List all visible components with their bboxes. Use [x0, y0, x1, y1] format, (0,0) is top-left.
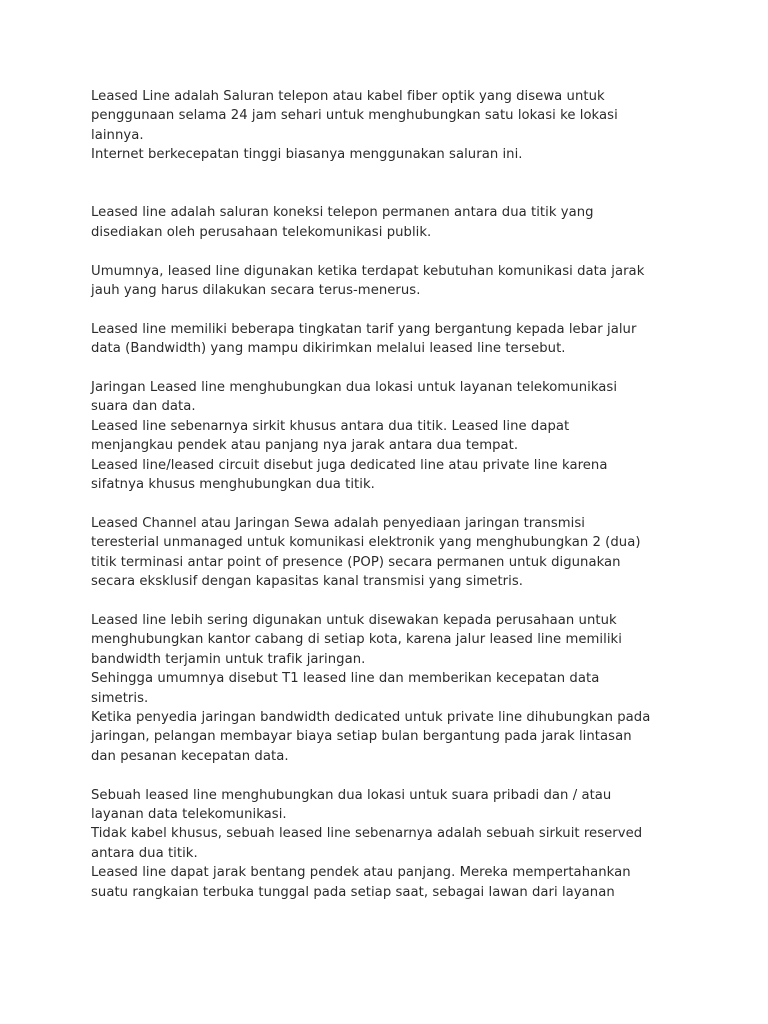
text-line: secara eksklusif dengan kapasitas kanal transmisi yang simetris. — [91, 574, 524, 590]
text-line: antara dua titik. — [91, 845, 198, 861]
text-line: Leased Line adalah Saluran telepon atau kabel fiber optik yang disewa untuk — [91, 89, 605, 104]
text-line: Leased line/leased circuit disebut juga dedicated line atau private line karena — [91, 457, 608, 473]
text-line: Leased line lebih sering digunakan untuk disewakan kepada perusahaan untuk — [91, 612, 617, 628]
text-line: jauh yang harus dilakukan secara terus-menerus. — [91, 283, 421, 299]
text-line: Leased line memiliki beberapa tingkatan tarif yang bergantung kepada lebar jalur — [91, 321, 637, 337]
text-line: sifatnya khusus menghubungkan dua titik. — [91, 477, 375, 493]
text-line: Umumnya, leased line digunakan ketika terdapat kebutuhan komunikasi data jarak — [91, 263, 645, 279]
text-line: Jaringan Leased line menghubungkan dua lokasi untuk layanan telekomunikasi — [91, 380, 618, 396]
text-line: dan pesanan kecepatan data. — [91, 748, 289, 764]
text-line: layanan data telekomunikasi. — [91, 806, 287, 822]
text-line: Leased line dapat jarak bentang pendek atau panjang. Mereka mempertahankan — [91, 865, 631, 881]
text-line: data (Bandwidth) yang mampu dikirimkan melalui leased line tersebut. — [91, 341, 566, 357]
text-line: menghubungkan kantor cabang di setiap kota, karena jalur leased line memiliki — [91, 632, 622, 648]
text-line: titik terminasi antar point of presence (POP) secara permanen untuk digunakan — [91, 554, 621, 570]
text-line: Leased line adalah saluran koneksi telepon permanen antara dua titik yang — [91, 205, 594, 221]
text-line: Tidak kabel khusus, sebuah leased line sebenarnya adalah sebuah sirkuit reserved — [91, 826, 643, 842]
text-line: menjangkau pendek atau panjang nya jarak antara dua tempat. — [91, 438, 519, 454]
text-line: Leased line sebenarnya sirkit khusus antara dua titik. Leased line dapat — [91, 418, 570, 434]
paragraph-4 — [91, 320, 691, 359]
paragraph-2 — [91, 203, 691, 242]
document-body — [91, 87, 691, 921]
paragraph-6 — [91, 514, 691, 592]
text-line: teresterial unmanaged untuk komunikasi elektronik yang menghubungkan 2 (dua) — [91, 535, 641, 551]
text-line: lainnya. — [91, 127, 144, 143]
paragraph-5 — [91, 378, 691, 494]
paragraph-8 — [91, 786, 691, 902]
text-line: Sebuah leased line menghubungkan dua lokasi untuk suara pribadi dan / atau — [91, 787, 612, 803]
text-line: jaringan, pelangan membayar biaya setiap bulan bergantung pada jarak lintasan — [91, 729, 632, 745]
text-line: suara dan data. — [91, 399, 196, 415]
paragraph-3 — [91, 262, 691, 301]
text-line: disediakan oleh perusahaan telekomunikasi publik. — [91, 224, 432, 240]
text-line: bandwidth terjamin untuk trafik jaringan. — [91, 651, 366, 667]
text-line: simetris. — [91, 690, 149, 706]
text-line: Internet berkecepatan tinggi biasanya menggunakan saluran ini. — [91, 147, 523, 163]
text-line: suatu rangkaian terbuka tunggal pada setiap saat, sebagai lawan dari layanan — [91, 884, 615, 900]
text-line: Sehingga umumnya disebut T1 leased line dan memberikan kecepatan data — [91, 671, 600, 687]
text-line: Ketika penyedia jaringan bandwidth dedicated untuk private line dihubungkan pada — [91, 709, 651, 725]
paragraph-1 — [91, 87, 691, 165]
text-line: penggunaan selama 24 jam sehari untuk menghubungkan satu lokasi ke lokasi — [91, 108, 618, 124]
text-line: Leased Channel atau Jaringan Sewa adalah penyediaan jaringan transmisi — [91, 515, 586, 531]
paragraph-7 — [91, 611, 691, 766]
